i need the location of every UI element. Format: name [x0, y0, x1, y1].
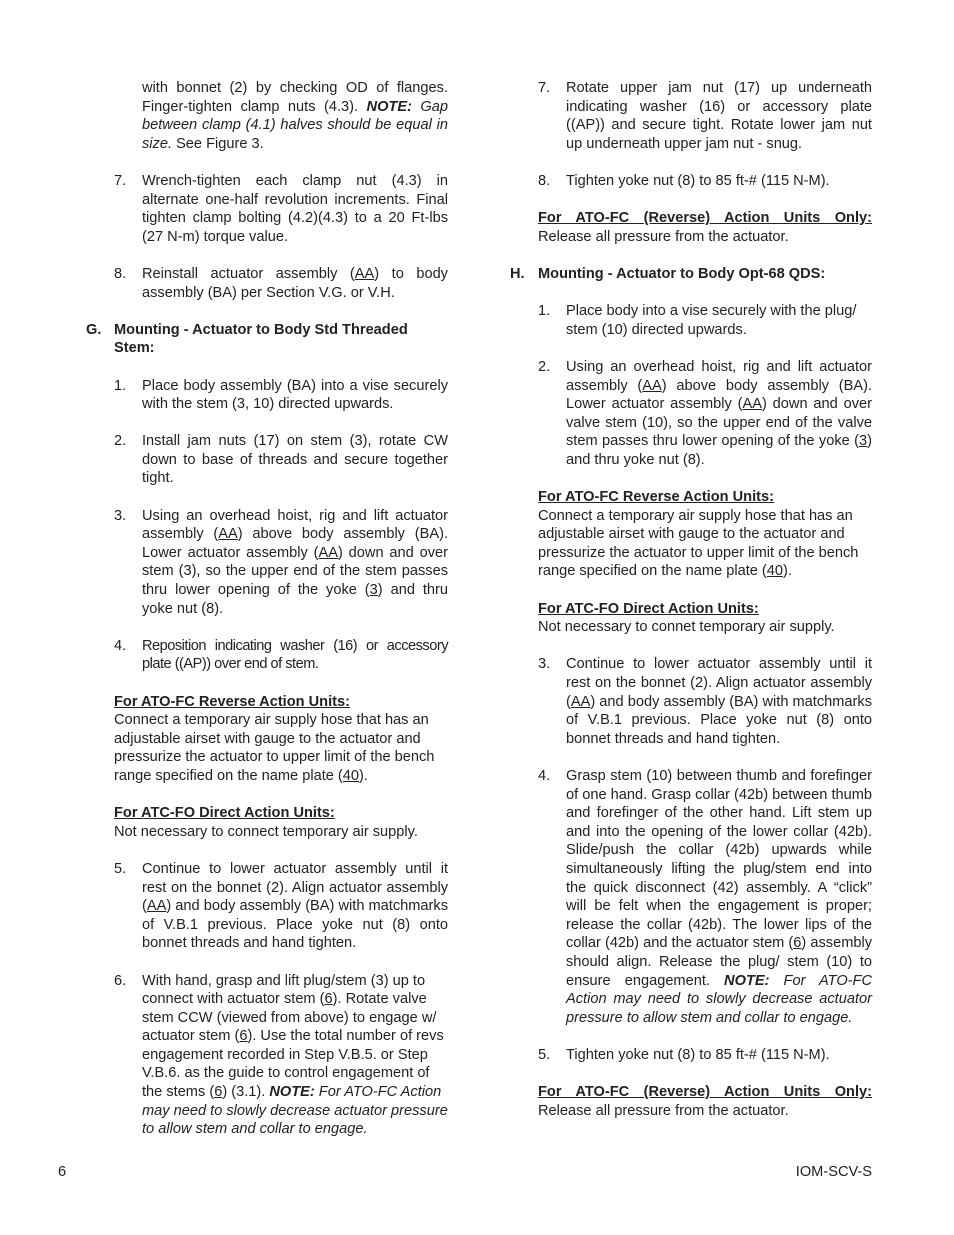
- ato-fc-block-right: [510, 488, 872, 581]
- note-text: For ATO-FC Action may need to slowly decrease actuator pressure to allow stem and collar to engage.: [142, 1084, 448, 1138]
- text: Release all pressure from the actuator.: [538, 1102, 789, 1119]
- step-number: 5.: [114, 860, 127, 877]
- text: ) and thru yoke nut (8).: [142, 582, 449, 617]
- step-number: 6.: [114, 972, 127, 989]
- g-step-3: [86, 507, 448, 619]
- text: Not necessary to connet temporary air supply.: [538, 619, 835, 636]
- text: Connect a temporary air supply hose that has an adjustable airset with gauge to the actuator and pressurize the actuator to upper limit of the bench range specified on the name plate (: [114, 712, 435, 784]
- g-step-2: [86, 432, 448, 488]
- step-number: 3.: [114, 507, 127, 524]
- ref-aa: AA: [354, 265, 375, 282]
- text: ) down and over stem (3), so the upper end of the stem passes thru lower opening of the yoke (: [142, 544, 448, 599]
- text: Not necessary to connect temporary air supply.: [114, 823, 418, 840]
- ref-aa: AA: [318, 544, 338, 561]
- right-column: [510, 79, 872, 1139]
- step-text: Reposition indicating washer (16) or accessory plate ((AP)) over end of stem.: [142, 637, 448, 673]
- page-number: 6: [58, 1164, 67, 1180]
- step-text: Install jam nuts (17) on stem (3), rotate CW down to base of threads and secure together tight.: [142, 433, 448, 487]
- note-label: NOTE:: [269, 1084, 315, 1101]
- step-number: 4.: [538, 767, 551, 784]
- ref-40: 40: [766, 563, 784, 580]
- text: ) and body assembly (BA) with matchmarks of V.B.1 previous. Place yoke nut (8) onto bonnet threads and hand tighten.: [566, 693, 872, 747]
- note-text: For ATO-FC Action may need to slowly decrease actuator pressure to allow stem and collar to engage.: [566, 972, 872, 1026]
- text: ) assembly should align. Release the plug/ stem (10) to ensure engagement.: [566, 935, 873, 989]
- text: ) (3.1).: [222, 1084, 270, 1101]
- step-8: [86, 265, 448, 302]
- h-step-3: [510, 655, 872, 748]
- step-text: Tighten yoke nut (8) to 85 ft-# (115 N-M).: [566, 172, 830, 189]
- text: ). Use the total number of revs engagement recorded in Step V.B.5. or Step V.B.6. as the guide to control engagement of the stems (: [142, 1028, 444, 1101]
- step-number: 2.: [538, 358, 551, 375]
- h-step-2: [510, 358, 872, 470]
- ref-aa: AA: [642, 377, 662, 394]
- section-letter: G.: [86, 321, 102, 338]
- atc-fo-heading: For ATC-FO Direct Action Units:: [538, 600, 759, 617]
- ato-fc-heading: For ATO-FC Reverse Action Units:: [114, 693, 350, 710]
- section-h-heading: [510, 265, 872, 284]
- text: Release all pressure from the actuator.: [538, 228, 789, 245]
- release-heading: For ATO-FC (Reverse) Action Units Only:: [538, 1084, 872, 1101]
- step-number: 1.: [114, 377, 127, 394]
- step-number: 7.: [538, 80, 551, 96]
- text: ).: [359, 767, 368, 784]
- ato-fc-block: [86, 693, 448, 786]
- h-step-1: [510, 302, 872, 339]
- ref-6: 6: [214, 1084, 223, 1101]
- text: ).: [783, 563, 792, 580]
- continued-step: [86, 79, 448, 153]
- text: Continue to lower actuator assembly until it rest on the bonnet (2). Align actuator assembly (: [142, 860, 448, 915]
- ref-6: 6: [239, 1028, 248, 1045]
- text: Using an overhead hoist, rig and lift actuator assembly (: [566, 358, 872, 394]
- text: See Figure 3.: [172, 135, 264, 152]
- section-g-heading: [86, 321, 448, 358]
- text: ) above body assembly (BA). Lower actuator assembly (: [142, 526, 448, 561]
- release-block-1: [510, 209, 872, 246]
- ref-aa: AA: [218, 526, 238, 543]
- ref-40: 40: [342, 767, 360, 784]
- step-text: Wrench-tighten each clamp nut (4.3) in alternate one-half revolution increments. Final tighten clamp bolting (4.2)(4.3) to a 20 Ft-lbs (27 N-m) torque value.: [142, 172, 448, 245]
- step-text: Rotate upper jam nut (17) up underneath indicating washer (16) or accessory plate ((AP)) and secure tight. Rotate lower jam nut up underneath upper jam nut - snug.: [566, 80, 872, 152]
- step-number: 7.: [114, 172, 127, 189]
- text: Grasp stem (10) between thumb and forefinger of one hand. Grasp collar (42b) between thumb and forefinger of the other hand. Lift stem up and into the opening of the lower collar (42b). Slide/push the collar (42b) upwards while simultaneously lifting the plug/stem end into the quick disconnect (42) assembly. A “click” will be felt when the engagement is proper; release the collar (42b). The lower lips of the collar (42b) and the actuator stem (: [566, 767, 872, 952]
- g-step-1: [86, 377, 448, 414]
- text: Reinstall actuator assembly (: [142, 265, 355, 282]
- step-text: Place body assembly (BA) into a vise securely with the stem (3, 10) directed upwards.: [142, 377, 448, 413]
- h-step-5: [510, 1046, 872, 1065]
- step-7-right: [510, 79, 872, 153]
- step-number: 8.: [114, 265, 127, 282]
- section-title: Mounting - Actuator to Body Opt-68 QDS:: [538, 265, 826, 282]
- ref-3: 3: [859, 433, 868, 450]
- note-text: Gap between clamp (4.1) halves should be equal in size.: [142, 98, 448, 152]
- atc-fo-block: [86, 804, 448, 841]
- note-label: NOTE:: [724, 972, 770, 989]
- text: with bonnet (2) by checking OD of flanges. Finger-tighten clamp nuts (4.3).: [142, 80, 448, 115]
- ref-aa: AA: [570, 693, 591, 710]
- note-label: NOTE:: [366, 98, 412, 115]
- step-number: 3.: [538, 656, 551, 673]
- text: ) above body assembly (BA). Lower actuator assembly (: [566, 377, 872, 413]
- step-text: Tighten yoke nut (8) to 85 ft-# (115 N-M).: [566, 1046, 830, 1063]
- text: ) and body assembly (BA) with matchmarks of V.B.1 previous. Place yoke nut (8) onto bonnet threads and hand tighten.: [142, 898, 448, 952]
- text: ) and thru yoke nut (8).: [566, 433, 872, 468]
- text: Using an overhead hoist, rig and lift actuator assembly (: [142, 507, 448, 543]
- step-number: 8.: [538, 172, 551, 189]
- section-letter: H.: [510, 265, 525, 282]
- section-title: Mounting - Actuator to Body Std Threaded Stem:: [114, 321, 408, 357]
- text: ) down and over valve stem (10), so the upper end of the valve stem passes thru lower opening of the yoke (: [566, 396, 872, 450]
- ato-fc-heading: For ATO-FC Reverse Action Units:: [538, 489, 774, 506]
- step-number: 2.: [114, 433, 127, 450]
- release-block-2: [510, 1083, 872, 1120]
- release-heading: For ATO-FC (Reverse) Action Units Only:: [538, 210, 872, 227]
- text: ). Rotate valve stem CCW (viewed from above) to engage w/ actuator stem (: [142, 991, 437, 1045]
- text: Continue to lower actuator assembly until it rest on the bonnet (2). Align actuator assembly (: [566, 656, 872, 710]
- text: With hand, grasp and lift plug/stem (3) up to connect with actuator stem (: [142, 972, 426, 1008]
- left-column: [86, 79, 448, 1157]
- text: Connect a temporary air supply hose that has an adjustable airset with gauge to the actuator and pressurize the actuator to upper limit of the bench range specified on the name plate (: [538, 507, 859, 580]
- step-number: 4.: [114, 637, 127, 654]
- doc-id: IOM-SCV-S: [795, 1164, 872, 1180]
- g-step-4: [86, 637, 448, 674]
- ref-6: 6: [793, 935, 802, 952]
- h-step-4: [510, 767, 872, 1027]
- ref-aa: AA: [742, 396, 762, 413]
- ref-6: 6: [324, 991, 333, 1008]
- atc-fo-heading: For ATC-FO Direct Action Units:: [114, 805, 335, 822]
- g-step-6: [86, 972, 448, 1139]
- step-7: [86, 172, 448, 246]
- ref-3: 3: [369, 582, 378, 599]
- step-text: Place body into a vise securely with the plug/ stem (10) directed upwards.: [566, 303, 857, 338]
- g-step-5: [86, 860, 448, 953]
- text: ) to body assembly (BA) per Section V.G. or V.H.: [142, 265, 448, 301]
- atc-fo-block-right: [510, 600, 872, 637]
- step-number: 5.: [538, 1046, 551, 1063]
- step-number: 1.: [538, 303, 551, 320]
- step-8-right: [510, 172, 872, 191]
- ref-aa: AA: [146, 898, 167, 915]
